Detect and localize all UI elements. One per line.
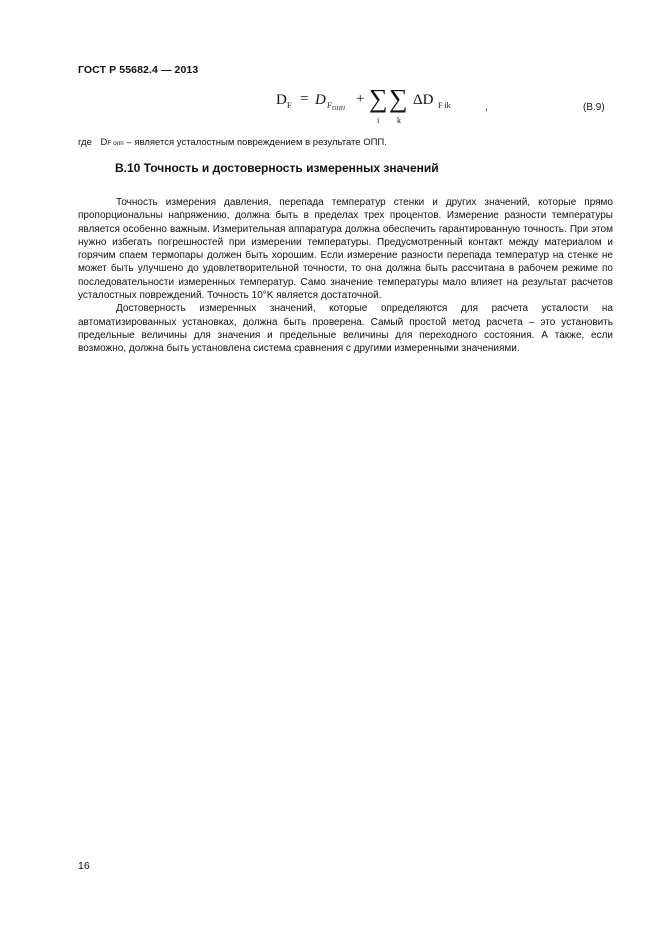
formula-term1-subsub: ОПП xyxy=(332,106,345,112)
where-symbol-sub: F опп xyxy=(107,140,124,147)
formula-plus: + xyxy=(356,91,365,107)
formula-term1: D xyxy=(315,92,326,108)
body-text xyxy=(78,196,613,356)
sum-index-i: i xyxy=(377,116,380,125)
where-symbol: D xyxy=(100,137,108,148)
sum-index-k: k xyxy=(397,116,401,125)
equation-number: (B.9) xyxy=(583,102,605,113)
page-number: 16 xyxy=(78,860,90,872)
formula-delta-sub: F ik xyxy=(438,101,451,110)
sum-sign-k: ∑ xyxy=(389,84,408,113)
sum-sign-i: ∑ xyxy=(369,84,388,113)
formula-delta: ΔD xyxy=(413,92,434,108)
where-prefix: где xyxy=(78,137,92,148)
formula-b9 xyxy=(276,86,516,132)
where-line xyxy=(78,137,387,148)
where-text: – является усталостным повреждением в результате ОПП. xyxy=(123,137,387,148)
section-title: B.10 Точность и достоверность измеренных значений xyxy=(115,161,439,175)
formula-comma: , xyxy=(485,102,488,113)
paragraph: Достоверность измеренных значений, которые определяются для расчета усталости на автоматизированных установках, должна быть проверена. Самый простой метод расчета – это установить предельные величины для значения и предельные величины для переходного состояния. А также, если возможно, должна быть установлена система сравнения с другими измеренными значениями. xyxy=(78,303,613,355)
formula-lhs: D xyxy=(276,92,287,108)
formula-equals: = xyxy=(300,91,309,107)
paragraph: Точность измерения давления, перепада температур стенки и других значений, которые прямо пропорциональны напряжению, должна быть в пределах трех процентов. Измерение разности температуры является особенно важным. Измерительная аппаратура должна обеспечить гарантированную точность. При этом нужно избегать погрешностей при измерении температуры. Предусмотренный контакт между материалом и горячим спаем термопары должен быть хорошим. Если измерение разности перепада температур на стенке не может быть улучшено до удовлетворительной точности, то она должна быть рассчитана в рабочем режиме по последовательности измеренных температур. Само значение температуры мало влияет на результат расчетов усталостных повреждений. Точность 10°K является достаточной. xyxy=(78,197,613,302)
formula-term1-sub: F xyxy=(327,101,332,110)
formula-lhs-sub: F xyxy=(287,101,292,110)
document-header: ГОСТ Р 55682.4 — 2013 xyxy=(78,64,199,76)
